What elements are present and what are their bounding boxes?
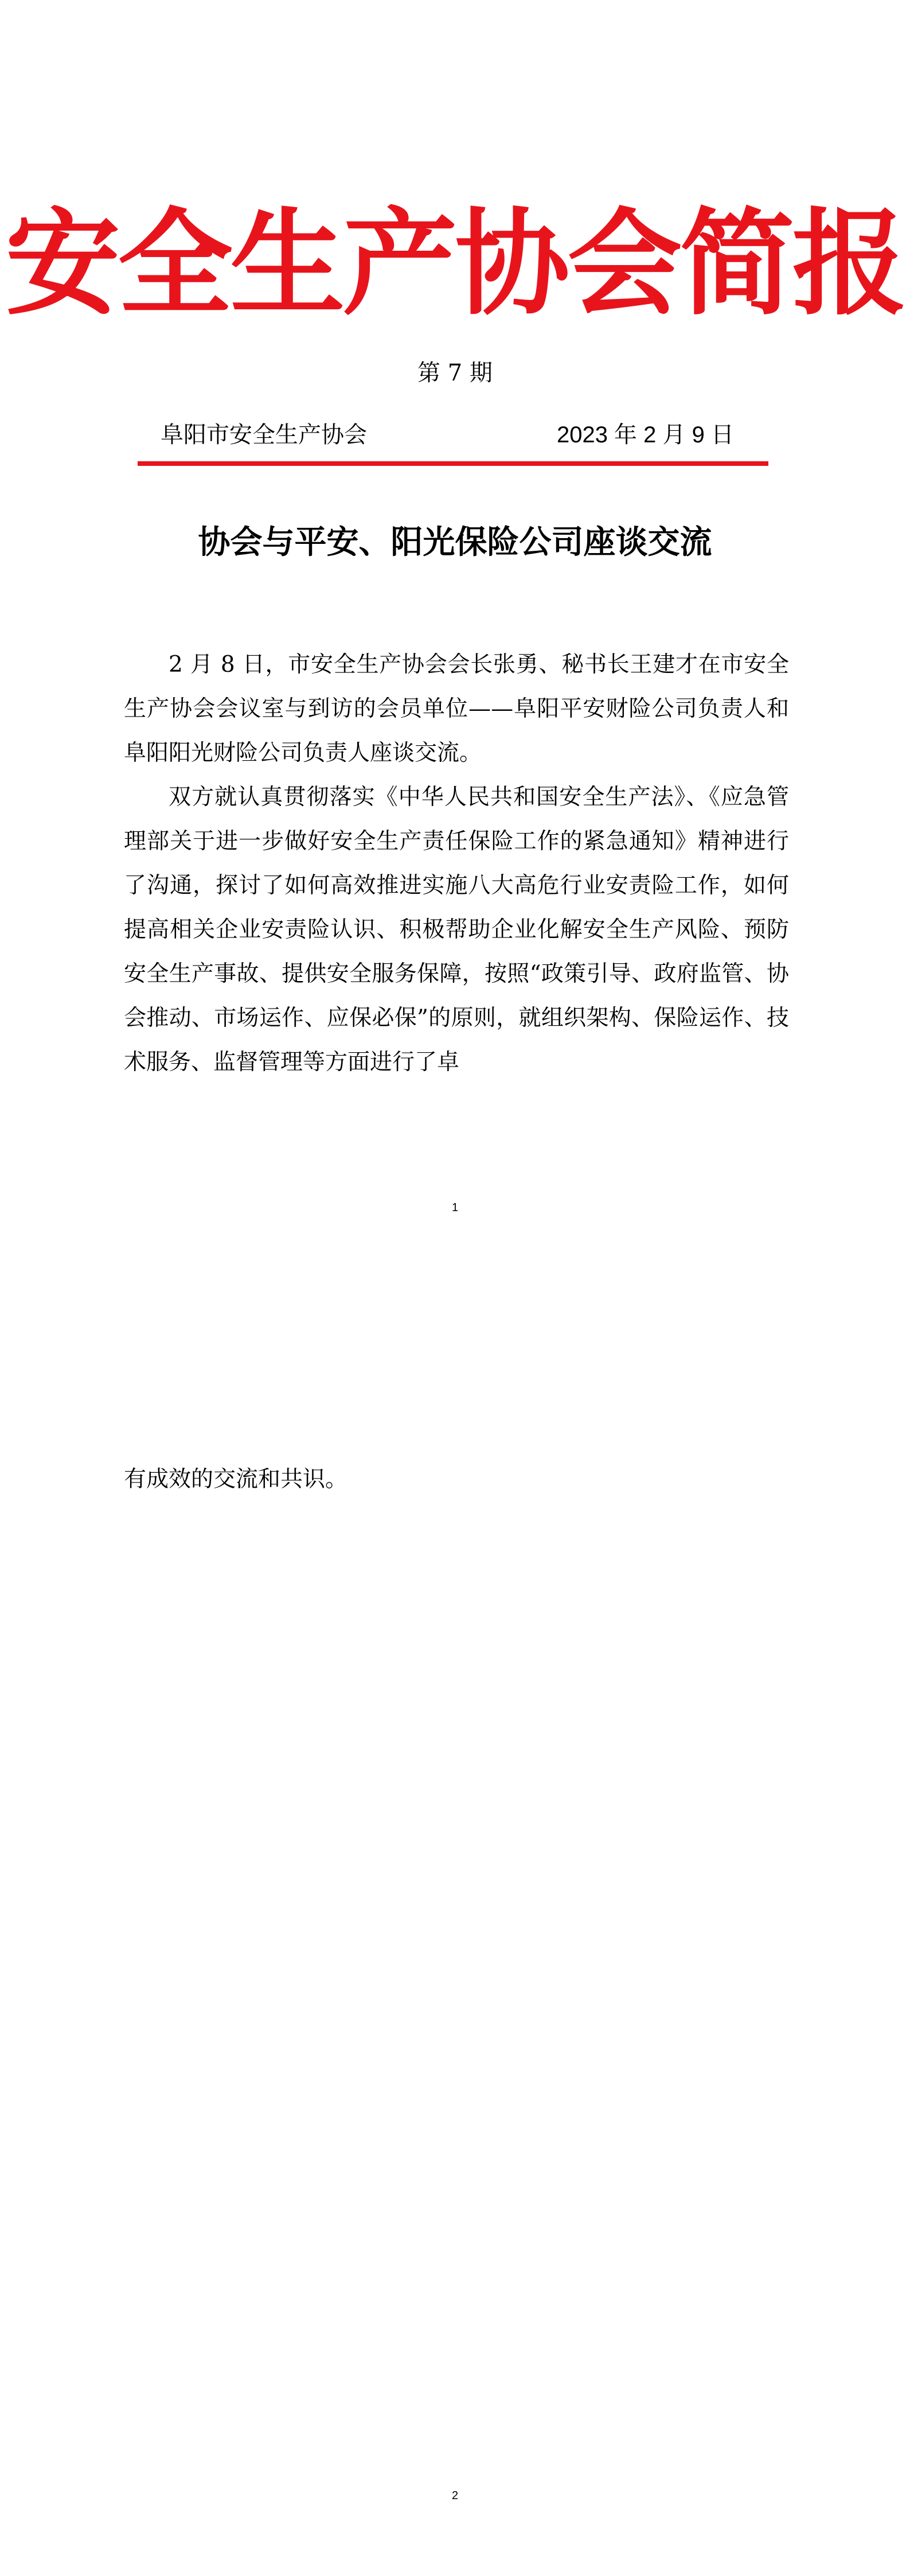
publisher-name: 阜阳市安全生产协会: [161, 422, 367, 448]
masthead-title: 安全生产协会简报: [5, 196, 905, 331]
article-title: 协会与平安、阳光保险公司座谈交流: [198, 523, 712, 561]
page-number-1: 1: [451, 1201, 459, 1214]
article-paragraph-2: 双方就认真贯彻落实《中华人民共和国安全生产法》、《应急管理部关于进一步做好安全生产责任保险工作的紧急通知》精神进行了沟通，探讨了如何高效推进实施八大高危行业安责险工作，如何提高相关企业安责险认识、积极帮助企业化解安全生产风险、预防安全生产事故、提供安全服务保障，按照“政策引导、政府监管、协会推动、市场运作、应保必保”的原则，就组织架构、保险运作、技术服务、监督管理等方面进行了卓: [124, 784, 789, 1075]
red-divider-rule: [138, 461, 768, 466]
article-continuation: 有成效的交流和共识。: [124, 1466, 348, 1492]
publish-date: 2023 年 2 月 9 日: [556, 422, 734, 448]
article-paragraph-1: 2 月 8 日，市安全生产协会会长张勇、秘书长王建才在市安全生产协会会议室与到访的会员单位——阜阳平安财险公司负责人和阜阳阳光财险公司负责人座谈交流。: [124, 652, 789, 766]
page-number-2: 2: [451, 2489, 459, 2502]
issue-number: 第 7 期: [417, 360, 493, 386]
page-2: [0, 1288, 910, 2576]
masthead-meta-row: [161, 419, 734, 453]
article-body: [124, 643, 789, 1084]
